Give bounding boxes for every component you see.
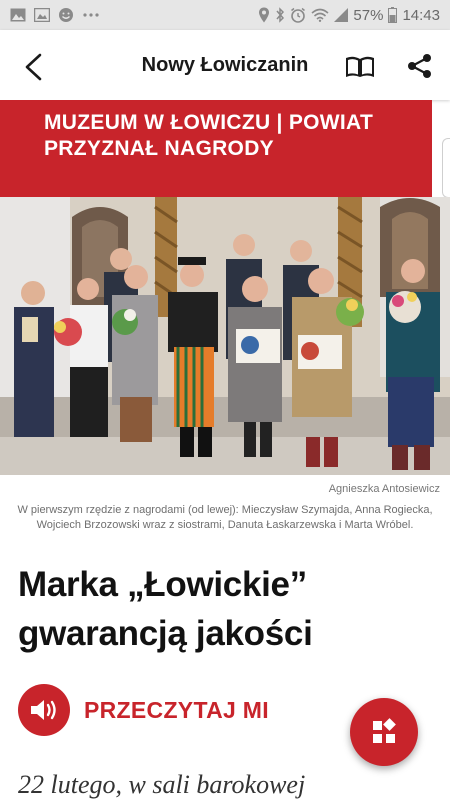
photo-caption: W pierwszym rzędzie z nagrodami (od lewej): Mieczysław Szymajda, Anna Rogiecka, Wojciech Brzozowski wraz z siostrami, Danuta Łaskarzewska i Marta Wróbel. [17,504,433,531]
alarm-icon [290,7,306,23]
more-dots-icon [82,12,100,18]
app-title: Nowy Łowiczanin [141,54,309,76]
app-bar [0,30,450,100]
category-banner [0,100,432,197]
speaker-icon [18,684,70,736]
smiley-icon [58,7,74,23]
share-button[interactable] [404,50,436,82]
status-left [10,7,100,23]
article-photo [0,197,450,475]
share-icon [407,53,433,79]
magazine-button[interactable] [344,54,376,80]
battery-icon [388,7,397,23]
battery-percent: 57% [353,6,384,24]
floating-action-button[interactable] [350,698,418,766]
wifi-icon [311,8,329,22]
widgets-icon [370,718,398,746]
image-icon [34,8,50,22]
gallery-icon [10,8,26,22]
book-icon [344,54,376,80]
article-headline: Marka „Łowickie” gwarancją jakości [18,565,313,653]
signal-icon [334,8,348,22]
bluetooth-icon [275,7,285,23]
banner-text: MUZEUM W ŁOWICZU | POWIAT PRZYZNAŁ NAGRODY [44,111,374,160]
status-bar [0,0,450,30]
read-aloud-button[interactable] [18,684,269,736]
article-body-start: 22 lutego, w sali barokowej [18,770,306,799]
side-drawer-handle[interactable] [442,138,450,198]
status-time: 14:43 [402,6,440,24]
read-aloud-label: PRZECZYTAJ MI [84,696,269,723]
status-right [258,7,440,24]
location-icon [258,7,270,23]
photo-credit: Agnieszka Antosiewicz [328,483,440,495]
